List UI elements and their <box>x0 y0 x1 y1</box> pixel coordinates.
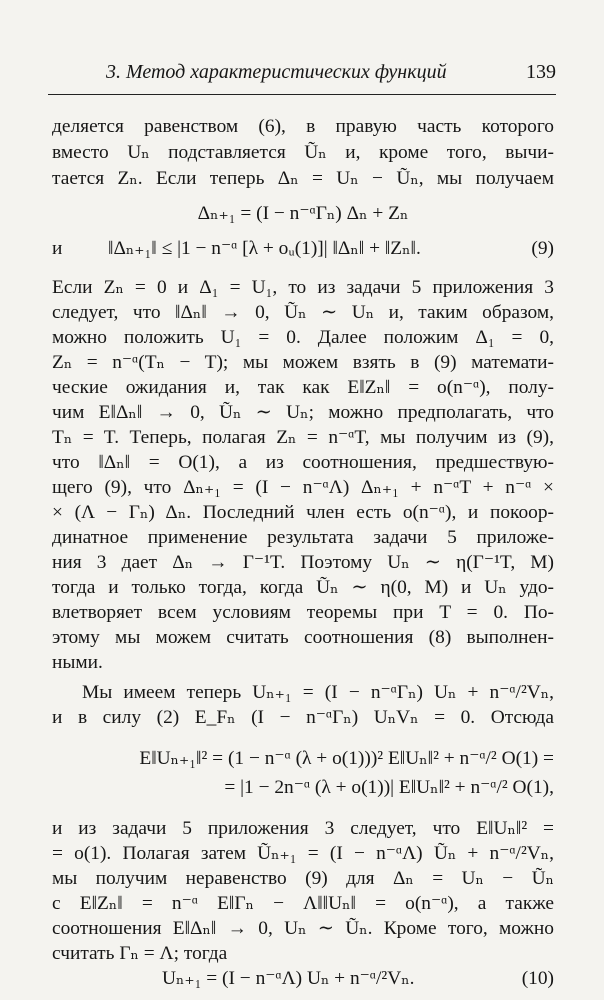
text-line: ческие ожидания и, так как E‖Zₙ‖ = o(n⁻ᵅ), полу- <box>52 377 554 398</box>
equation-9-number: (9) <box>531 238 554 259</box>
equation-10: Uₙ₊₁ = (I − n⁻ᵅΛ) Uₙ + n⁻ᵅ/²Vₙ. <box>162 968 415 989</box>
equation-second-moment: E‖Uₙ₊₁‖² = (1 − n⁻ᵅ (λ + o(1)))² E‖Uₙ‖² + n⁻ᵅ/² O(1) = <box>139 748 554 769</box>
text-line: деляется равенством (6), в правую часть которого <box>52 116 554 137</box>
text-line: считать Γₙ = Λ; тогда <box>52 943 228 964</box>
equation-second-moment-cont: = |1 − 2n⁻ᵅ (λ + o(1))| E‖Uₙ‖² + n⁻ᵅ/² O(1), <box>224 777 554 798</box>
text-line: ния 3 дает Δₙ → Γ⁻¹T. Поэтому Uₙ ∼ η(Γ⁻¹T, M) <box>52 552 554 573</box>
text-line: = o(1). Полагая затем Ũₙ₊₁ = (I − n⁻ᵅΛ) Ũₙ + n⁻ᵅ/²Vₙ, <box>52 843 554 864</box>
paragraph-start: Мы имеем теперь Uₙ₊₁ = (I − n⁻ᵅΓₙ) Uₙ + n⁻ᵅ/²Vₙ, <box>82 682 554 703</box>
text-line: тается Zₙ. Если теперь Δₙ = Uₙ − Ũₙ, мы получаем <box>52 168 554 189</box>
text-line: динатное применение результата задачи 5 приложе- <box>52 527 554 548</box>
text-line: с E‖Zₙ‖ = n⁻ᵅ E‖Γₙ − Λ‖‖Uₙ‖ = o(n⁻ᵅ), а также <box>52 893 554 914</box>
text-line: что ‖Δₙ‖ = O(1), а из соотношения, предшествую- <box>52 452 554 473</box>
text-line: следует, что ‖Δₙ‖ → 0, Ũₙ ∼ Uₙ и, таким образом, <box>52 302 554 323</box>
text-line: мы получим неравенство (9) для Δₙ = Uₙ − Ũₙ <box>52 868 554 889</box>
text-line: щего (9), что Δₙ₊₁ = (I − n⁻ᵅΛ) Δₙ₊₁ + n⁻ᵅT + n⁻ᵅ × <box>52 477 554 498</box>
text-line: чим E‖Δₙ‖ → 0, Ũₙ ∼ Uₙ; можно предполагать, что <box>52 402 554 423</box>
text-line: этому мы можем считать соотношения (8) выполнен- <box>52 627 554 648</box>
text-line: можно положить U₁ = 0. Далее положим Δ₁ = 0, <box>52 327 554 348</box>
text-line: Tₙ = T. Теперь, полагая Zₙ = n⁻ᵅT, мы получим из (9), <box>52 427 554 448</box>
text-line: и из задачи 5 приложения 3 следует, что E‖Uₙ‖² = <box>52 818 554 839</box>
text-line: влетворяет всем условиям теоремы при T = 0. По- <box>52 602 554 623</box>
page-number: 139 <box>526 61 556 83</box>
text-line: × (Λ − Γₙ) Δₙ. Последний член есть o(n⁻ᵅ), и покоор- <box>52 502 554 523</box>
text-line: Zₙ = n⁻ᵅ(Tₙ − T); мы можем взять в (9) математи- <box>52 352 554 373</box>
equation-delta-recursion: Δₙ₊₁ = (I − n⁻ᵅΓₙ) Δₙ + Zₙ <box>197 203 409 224</box>
running-title: 3. Метод характеристических функций <box>106 61 447 83</box>
equation-9: ‖Δₙ₊₁‖ ≤ |1 − n⁻ᵅ [λ + oᵤ(1)]| ‖Δₙ‖ + ‖Zₙ‖. <box>108 238 421 259</box>
equation-9-lead: и <box>52 238 63 259</box>
text-line: и в силу (2) E_Fₙ (I − n⁻ᵅΓₙ) UₙVₙ = 0. Отсюда <box>52 707 554 728</box>
text-line: Если Zₙ = 0 и Δ₁ = U₁, то из задачи 5 приложения 3 <box>52 277 554 298</box>
text-line: вместо Uₙ подставляется Ũₙ и, кроме того, вычи- <box>52 142 554 163</box>
header-rule <box>48 94 556 95</box>
equation-10-number: (10) <box>521 968 554 989</box>
text-line: тогда и только тогда, когда Ũₙ ∼ η(0, M) и Uₙ удо- <box>52 577 554 598</box>
text-line: соотношения E‖Δₙ‖ → 0, Uₙ ∼ Ũₙ. Кроме того, можно <box>52 918 554 939</box>
text-line: ными. <box>52 652 103 673</box>
